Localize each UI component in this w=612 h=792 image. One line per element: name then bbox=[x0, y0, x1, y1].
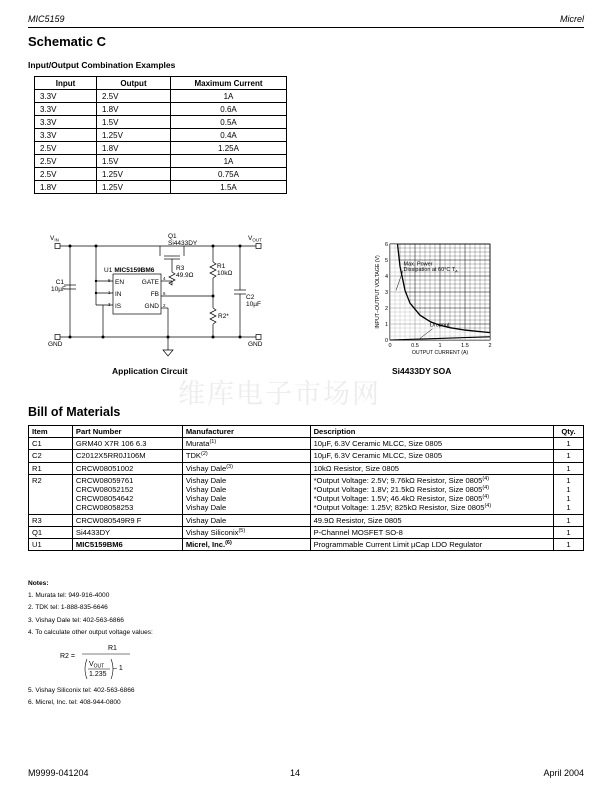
r2-formula bbox=[58, 636, 178, 680]
bom-description: Programmable Current Limit µCap LDO Regulator bbox=[310, 539, 553, 551]
io-cell: 3.3V bbox=[35, 129, 97, 142]
page-title: Schematic C bbox=[28, 34, 107, 49]
bom-qty: 1 bbox=[553, 539, 583, 551]
q1-name: Q1 bbox=[168, 233, 177, 240]
x-tick-label: 1 bbox=[438, 343, 442, 349]
bom-col-header: Manufacturer bbox=[182, 426, 310, 438]
header-brand: Micrel bbox=[560, 14, 584, 24]
bom-part-number: CRCW08059761 CRCW08052152 CRCW08054642 CRCW08058253 bbox=[72, 474, 182, 514]
header-part-number: MIC5159 bbox=[28, 14, 65, 24]
io-cell: 0.75A bbox=[171, 168, 287, 181]
c2-value: 10µF bbox=[246, 301, 261, 308]
io-cell: 1.8V bbox=[97, 142, 171, 155]
y-tick-label: 6 bbox=[384, 241, 388, 248]
bom-manufacturer: Vishay Dale$^{(3)}$ bbox=[182, 462, 310, 474]
bom-description: P-Channel MOSFET SO-8 bbox=[310, 526, 553, 538]
bom-table bbox=[28, 425, 584, 551]
bom-col-header: Description bbox=[310, 426, 553, 438]
pin-en-label: EN bbox=[115, 279, 125, 286]
bom-manufacturer: Vishay Siliconix$^{(5)}$ bbox=[182, 526, 310, 538]
pin-6-label: 6 bbox=[163, 291, 166, 296]
formula-v: $V_{OUT}$ bbox=[89, 661, 105, 670]
application-circuit-caption: Application Circuit bbox=[112, 366, 188, 376]
r1-value: 10kΩ bbox=[217, 270, 233, 277]
io-cell: 1.25V bbox=[97, 168, 171, 181]
bom-part-number: MIC5159BM6 bbox=[72, 539, 182, 551]
io-cell: 1.5A bbox=[171, 181, 287, 194]
bom-item: C2 bbox=[29, 450, 73, 462]
io-cell: 1.5V bbox=[97, 116, 171, 129]
power-annotation-line2: Dissipation at 60°C $T_A$ bbox=[403, 267, 458, 274]
pin-5-label: 5 bbox=[108, 278, 111, 283]
formula-lhs: R2 = bbox=[60, 653, 75, 660]
y-tick-label: 0 bbox=[384, 337, 388, 344]
table-row bbox=[29, 526, 584, 538]
y-tick-label: 4 bbox=[384, 273, 388, 280]
y-tick-label: 3 bbox=[384, 289, 388, 296]
io-cell: 2.5V bbox=[35, 155, 97, 168]
table-row bbox=[29, 462, 584, 474]
table-row bbox=[29, 438, 584, 450]
x-tick-label: 0.5 bbox=[411, 343, 419, 349]
io-cell: 1.25V bbox=[97, 129, 171, 142]
y-tick-label: 5 bbox=[384, 257, 388, 264]
bom-description: 10kΩ Resistor, Size 0805 bbox=[310, 462, 553, 474]
pin-in-label: IN bbox=[115, 291, 122, 298]
y-tick-label: 2 bbox=[384, 305, 388, 312]
bom-qty: 1 bbox=[553, 526, 583, 538]
bom-description: 10µF, 6.3V Ceramic MLCC, Size 0805 bbox=[310, 438, 553, 450]
bom-part-number: CRCW080549R9 F bbox=[72, 514, 182, 526]
bom-part-number: CRCW08051002 bbox=[72, 462, 182, 474]
pin-4-label: 4 bbox=[163, 276, 166, 281]
q1-part: Si4433DY bbox=[168, 240, 198, 247]
dropout-annotation: Dropout bbox=[430, 322, 450, 329]
watermark: 维库电子市场网 bbox=[178, 379, 381, 410]
table-row bbox=[29, 474, 584, 514]
table-row bbox=[29, 450, 584, 462]
soa-caption: Si4433DY SOA bbox=[392, 366, 452, 376]
c2-name: C2 bbox=[246, 294, 255, 301]
io-cell: 3.3V bbox=[35, 90, 97, 103]
bom-part-number: GRM40 X7R 106 6.3 bbox=[72, 438, 182, 450]
notes-title: Notes: bbox=[28, 580, 49, 587]
note-5: 5. Vishay Siliconix tel: 402-563-6866 bbox=[28, 687, 135, 695]
bom-qty: 1 1 1 1 bbox=[553, 474, 583, 514]
pin-gnd-label: GND bbox=[144, 303, 159, 310]
gnd-left-label: GND bbox=[48, 341, 63, 348]
r3-name: R3 bbox=[176, 265, 185, 272]
vin-label: $V_{IN}$ bbox=[50, 235, 59, 243]
page-footer bbox=[28, 768, 584, 780]
bom-col-header: Qty. bbox=[553, 426, 583, 438]
io-cell: 0.5A bbox=[171, 116, 287, 129]
pin-1-label: 1 bbox=[108, 290, 111, 295]
power-annotation-line1: Max. Power bbox=[403, 261, 433, 268]
gnd-right-label: GND bbox=[248, 341, 263, 348]
footer-doc-number: M9999-041204 bbox=[28, 768, 89, 778]
u1-label: U1 MIC5159BM6 bbox=[104, 267, 155, 274]
bom-item: Q1 bbox=[29, 526, 73, 538]
bom-item: R2 bbox=[29, 474, 73, 514]
io-cell: 0.6A bbox=[171, 103, 287, 116]
io-cell: 2.5V bbox=[97, 90, 171, 103]
io-cell: 1.25A bbox=[171, 142, 287, 155]
io-cell: 2.5V bbox=[35, 168, 97, 181]
bom-manufacturer: TDK$^{(2)}$ bbox=[182, 450, 310, 462]
c1-value: 10µF bbox=[51, 286, 66, 293]
bom-description: 10µF, 6.3V Ceramic MLCC, Size 0805 bbox=[310, 450, 553, 462]
pin-is-label: IS bbox=[115, 303, 122, 310]
vout-label: $V_{OUT}$ bbox=[248, 235, 262, 243]
io-col-header: Output bbox=[97, 77, 171, 90]
bom-item: R3 bbox=[29, 514, 73, 526]
x-tick-label: 1.5 bbox=[461, 343, 469, 349]
bom-title: Bill of Materials bbox=[28, 405, 121, 419]
io-col-header: Input bbox=[35, 77, 97, 90]
y-axis-label: INPUT−OUTPUT VOLTAGE (V) bbox=[375, 255, 381, 329]
pin-fb-label: FB bbox=[150, 291, 159, 298]
bom-qty: 1 bbox=[553, 462, 583, 474]
table-row bbox=[29, 514, 584, 526]
footer-page-number: 14 bbox=[290, 768, 301, 778]
io-cell: 2.5V bbox=[35, 142, 97, 155]
bom-col-header: Item bbox=[29, 426, 73, 438]
x-tick-label: 2 bbox=[488, 343, 492, 349]
r1-name: R1 bbox=[217, 263, 226, 270]
bom-qty: 1 bbox=[553, 450, 583, 462]
bom-qty: 1 bbox=[553, 438, 583, 450]
bom-manufacturer: Murata$^{(1)}$ bbox=[182, 438, 310, 450]
note-3: 3. Vishay Dale tel: 402-563-6866 bbox=[28, 616, 124, 624]
note-6: 6. Micrel, Inc. tel: 408-944-0800 bbox=[28, 699, 121, 707]
bom-part-number: Si4433DY bbox=[72, 526, 182, 538]
x-axis-label: OUTPUT CURRENT (A) bbox=[411, 350, 469, 356]
io-cell: 0.4A bbox=[171, 129, 287, 142]
table-row bbox=[29, 539, 584, 551]
pin-gate-label: GATE bbox=[141, 279, 159, 286]
bom-item: R1 bbox=[29, 462, 73, 474]
bom-manufacturer: Vishay Dale Vishay Dale Vishay Dale Vishay Dale bbox=[182, 474, 310, 514]
io-table-title: Input/Output Combination Examples bbox=[28, 60, 176, 70]
formula-numerator: R1 bbox=[108, 645, 117, 652]
y-tick-label: 1 bbox=[384, 321, 388, 328]
io-cell: 1.8V bbox=[97, 103, 171, 116]
bom-item: C1 bbox=[29, 438, 73, 450]
io-cell: 1.5V bbox=[97, 155, 171, 168]
pin-2-label: 2 bbox=[163, 303, 166, 308]
bom-item: U1 bbox=[29, 539, 73, 551]
footer-date: April 2004 bbox=[543, 768, 584, 778]
r3-value: 49.9Ω bbox=[176, 272, 194, 279]
io-col-header: Maximum Current bbox=[171, 77, 287, 90]
io-cell: 1A bbox=[171, 90, 287, 103]
bom-description: 49.9Ω Resistor, Size 0805 bbox=[310, 514, 553, 526]
note-4: 4. To calculate other output voltage values: bbox=[28, 628, 153, 636]
bom-qty: 1 bbox=[553, 514, 583, 526]
bom-manufacturer: Micrel, Inc.$^{(6)}$ bbox=[182, 539, 310, 551]
bom-description: *Output Voltage: 2.5V; 9.76kΩ Resistor, Size 0805$^{(4)}$ *Output Voltage: 1.8V; 21.5kΩ Resistor, Size 0805$^{(4)}$ *Output Voltage: 1.5V; 46.4kΩ Resistor, Size 0805$^{(4)}$ *Output Voltage: 1.25V; 825kΩ Resistor, Size 0805$^{(4)}$ bbox=[310, 474, 553, 514]
io-cell: 1.25V bbox=[97, 181, 171, 194]
bom-part-number: C2012X5RR0J106M bbox=[72, 450, 182, 462]
formula-constant: 1.235 bbox=[89, 671, 107, 678]
note-2: 2. TDK tel: 1-888-835-6646 bbox=[28, 604, 108, 612]
x-tick-label: 0 bbox=[388, 343, 392, 349]
io-cell: 3.3V bbox=[35, 116, 97, 129]
c1-name: C1 bbox=[55, 279, 64, 286]
bom-manufacturer: Vishay Dale bbox=[182, 514, 310, 526]
formula-minus: – 1 bbox=[113, 665, 123, 672]
soa-chart bbox=[360, 234, 500, 364]
r2-name: R2* bbox=[218, 313, 229, 320]
note-1: 1. Murata tel: 949-916-4000 bbox=[28, 592, 110, 600]
io-cell: 1A bbox=[171, 155, 287, 168]
io-cell: 1.8V bbox=[35, 181, 97, 194]
bom-col-header: Part Number bbox=[72, 426, 182, 438]
pin-3-label: 3 bbox=[108, 302, 111, 307]
io-cell: 3.3V bbox=[35, 103, 97, 116]
